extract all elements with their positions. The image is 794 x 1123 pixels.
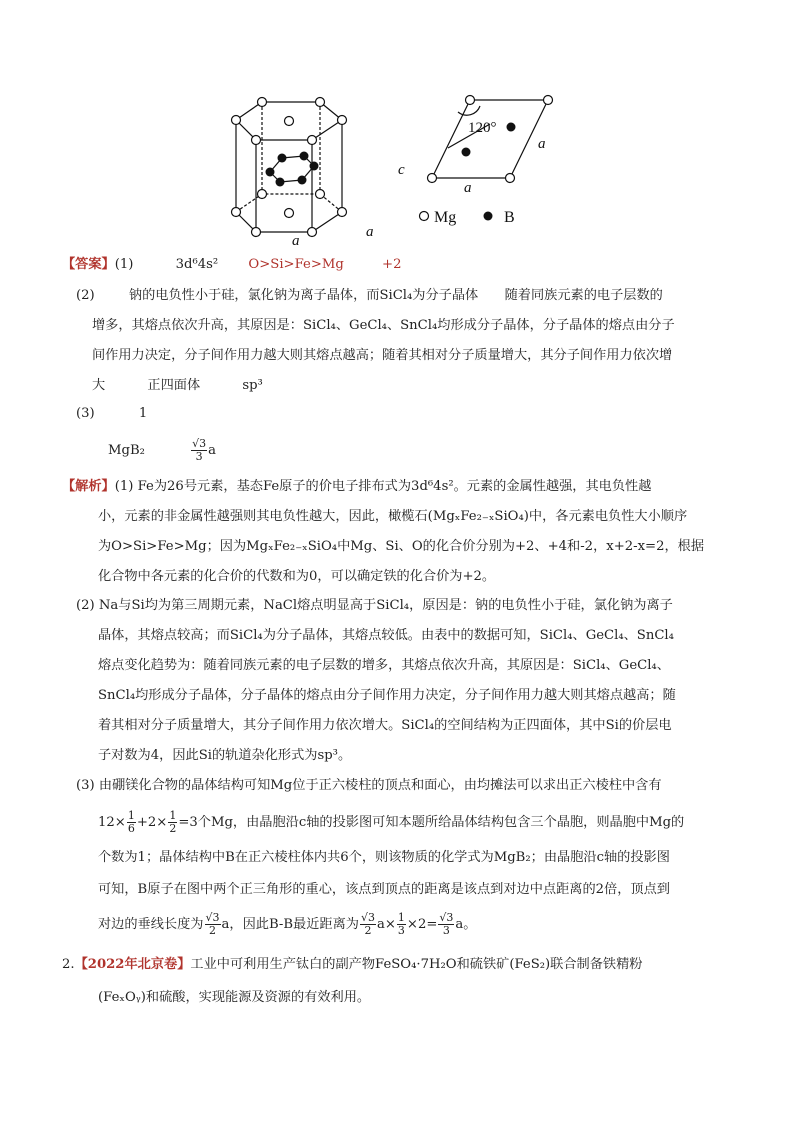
question-2-tag: 【2022年北京卷】 (74, 957, 191, 972)
a-axis-label-2: a (366, 224, 374, 240)
answer-p3-num: (3) (76, 406, 95, 421)
analysis-line-14: 可知，B原子在图中两个正三角形的重心，该点到顶点的距离是该点到对边中点距离的2倍，顶点到 (98, 882, 670, 897)
question-2-text1: 工业中可利用生产钛白的副产物FeSO₄·7H₂O和硫铁矿(FeS₂)联合制备铁精粉 (190, 957, 643, 972)
analysis-line-4: 化合物中各元素的化合价的代数和为0，可以确定铁的化合价为+2。 (98, 569, 496, 584)
question-2-line-1 (62, 955, 643, 975)
crystal-structure-figure (222, 92, 562, 252)
analysis-line-11: (3) 由硼镁化合物的晶体结构可知Mg位于正六棱柱的顶点和面心，由均摊法可以求出正六棱柱中含有 (76, 778, 662, 793)
analysis-tag: 【解析】 (62, 479, 115, 494)
answer-p3-fraction: $\frac{√3}{3}$ (192, 437, 207, 463)
analysis-line-7: 熔点变化趋势为：随着同族元素的电子层数的增多，其熔点依次升高，其原因是：SiCl₄、GeCl₄、 (98, 658, 670, 673)
legend-b-label: B (504, 209, 515, 226)
analysis-line-3: 为O>Si>Fe>Mg；因为MgₓFe₂₋ₓSiO₄中Mg、Si、O的化合价分别为+2、+4和-2，x+2-x=2，根据 (98, 539, 705, 554)
answer-p1-num: (1) (114, 257, 134, 272)
analysis-line-8: SnCl₄均形成分子晶体，分子晶体的熔点由分子间作用力决定，分子间作用力越大则其熔点越高；随 (98, 688, 676, 703)
answer-p2-line2: 增多，其熔点依次升高，其原因是：SiCl₄、GeCl₄、SnCl₄均形成分子晶体，分子晶体的熔点由分子 (92, 318, 675, 333)
analysis-line-1 (62, 477, 651, 497)
frac-sqrt3-3: $\frac{√3}{3}$ (439, 911, 454, 937)
answer-p2-line4 (92, 376, 263, 396)
analysis-line-9: 着其相对分子质量增大，其分子间作用力依次增大。SiCl₄的空间结构为正四面体，其中Si的价层电 (98, 718, 672, 733)
answer-p1-config: 3d⁶4s² (175, 257, 219, 272)
analysis-line-5: (2) Na与Si均为第三周期元素，NaCl熔点明显高于SiCl₄，原因是：钠的电负性小于硅，氯化钠为离子 (76, 598, 673, 613)
answer-p2-num: (2) (76, 288, 95, 303)
analysis-line-13: 个数为1；晶体结构中B在正六棱柱体内共6个，则该物质的化学式为MgB₂；由晶胞沿c轴的投影图 (98, 850, 670, 865)
answer-p3-a: a (208, 443, 217, 458)
answer-tag: 【答案】 (62, 257, 115, 272)
answer-p3-formula: MgB₂ (108, 443, 145, 458)
frac-1-2: $\frac{1}{2}$ (169, 809, 177, 835)
analysis-l1: (1) Fe为26号元素，基态Fe原子的价电子排布式为3d⁶4s²。元素的金属性越强，其电负性越 (114, 479, 652, 494)
a-axis-label-1: a (292, 233, 300, 249)
answer-p2-text1: 钠的电负性小于硅，氯化钠为离子晶体，而SiCl₄为分子晶体 随着同族元素的电子层数的 (128, 288, 663, 303)
answer-p3-val: 1 (138, 406, 148, 421)
analysis-line-2: 小，元素的非金属性越强则其电负性越大，因此，橄榄石(MgₓFe₂₋ₓSiO₄)中，各元素电负性大小顺序 (98, 509, 688, 524)
answer-p2-line4b: 正四面体 (147, 378, 201, 393)
frac-1-6: $\frac{1}{6}$ (127, 809, 135, 835)
answer-p3-line2 (108, 438, 216, 463)
legend-mg-label: Mg (434, 209, 457, 226)
answer-p2-line3: 间作用力决定，分子间作用力越大则其熔点越高；随着其相对分子质量增大，其分子间作用力依次增 (92, 348, 673, 363)
rhombus-a-label-2: a (464, 180, 472, 196)
legend-mg-icon (420, 212, 429, 221)
answer-p2-line4c: sp³ (242, 378, 263, 393)
c-axis-label: c (398, 162, 405, 178)
rhombus-a-label-1: a (538, 136, 546, 152)
analysis-line-12: 12× $\frac{1}{6}$ +2× $\frac{1}{2}$ =3个Mg，由晶胞沿c轴的投影图可知本题所给晶体结构包含三个晶胞，则晶胞中Mg的 (98, 809, 685, 835)
frac-sqrt3-2-a: $\frac{√3}{2}$ (205, 911, 220, 937)
question-2-line-2: (FeₓOᵧ)和硫酸，实现能源及资源的有效利用。 (98, 990, 371, 1005)
answer-p3-line1 (76, 404, 147, 424)
analysis-line-6: 晶体，其熔点较高；而SiCl₄为分子晶体，其熔点较低。由表中的数据可知，SiCl₄、GeCl₄、SnCl₄ (98, 628, 674, 643)
answer-p1-val: +2 (382, 257, 402, 272)
legend-b-icon (484, 212, 493, 221)
angle-label: 120° (468, 120, 497, 136)
answer-p1-order: O>Si>Fe>Mg (248, 257, 344, 272)
answer-line-1 (62, 255, 401, 275)
answer-p2-line1 (76, 286, 663, 306)
analysis-line-10: 子对数为4，因此Si的轨道杂化形式为sp³。 (98, 748, 352, 763)
frac-sqrt3-2-b: $\frac{√3}{2}$ (360, 911, 375, 937)
frac-1-3: $\frac{1}{3}$ (397, 911, 405, 937)
answer-p2-line4a: 大 (92, 378, 106, 393)
question-2-num: 2. (62, 957, 75, 972)
analysis-line-15: 对边的垂线长度为 $\frac{√3}{2}$ a，因此B-B最近距离为 $\frac{√3}{2}$ a× $\frac{1}{3}$ ×2= $\frac{√3}{3}$ a。 (98, 911, 477, 937)
